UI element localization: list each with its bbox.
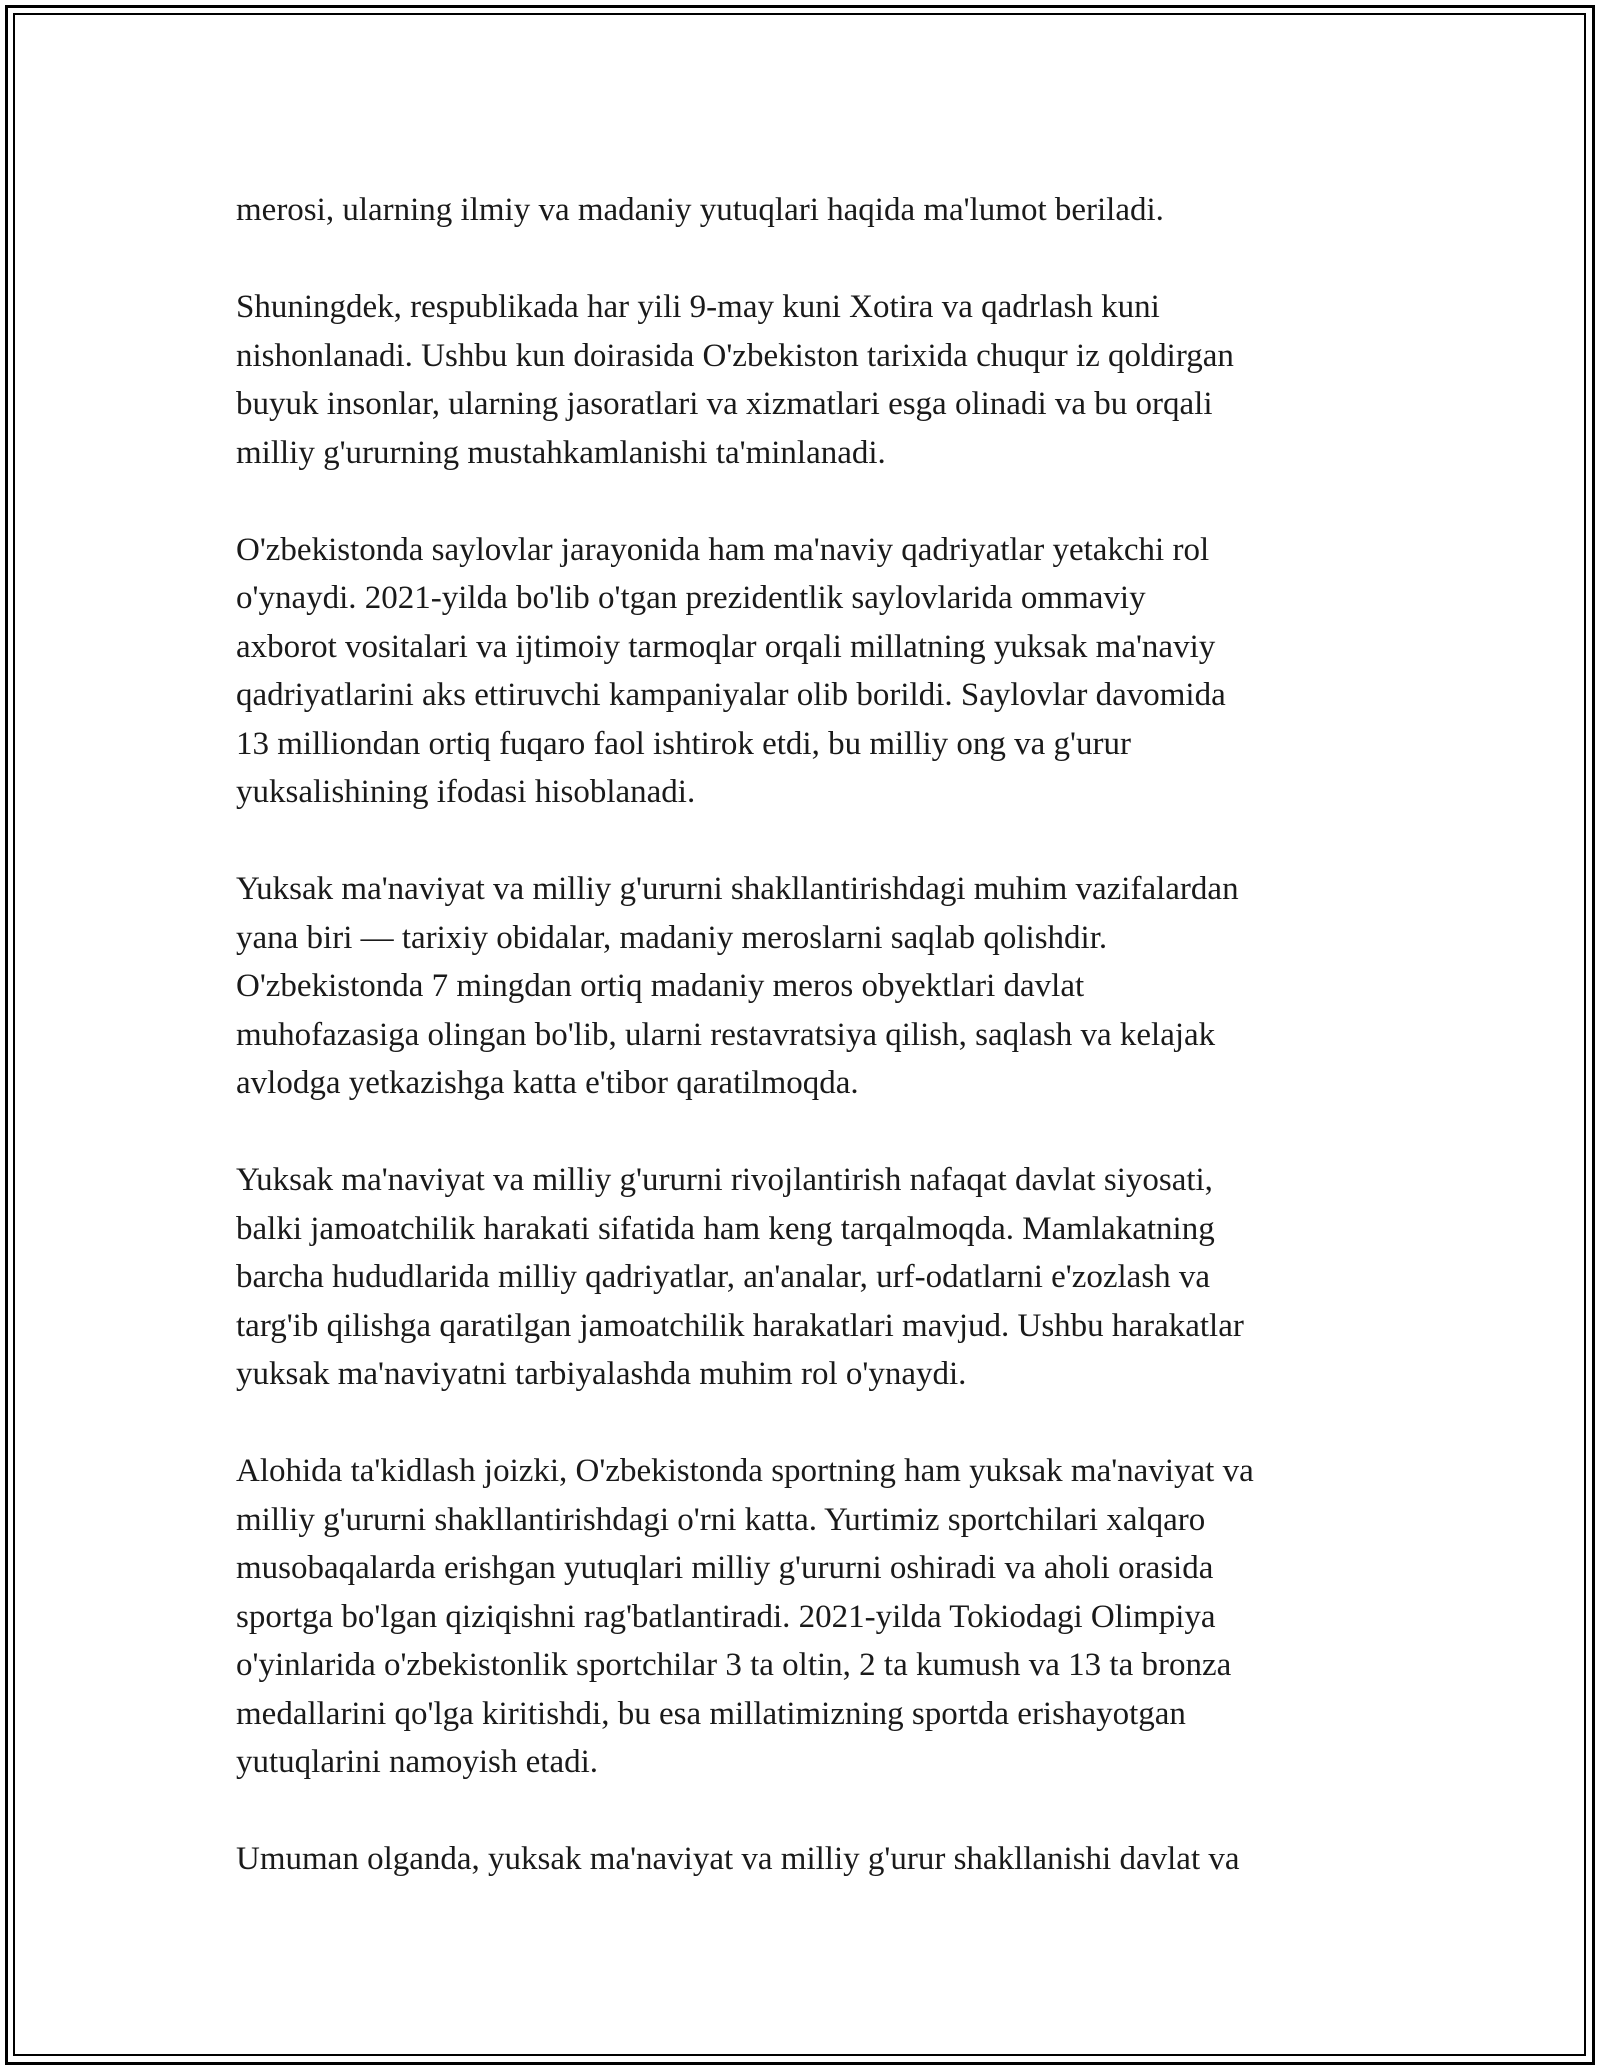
text-line: yutuqlarini namoyish etadi. (236, 1744, 599, 1780)
text-line: O'zbekistonda saylovlar jarayonida ham ma'naviy qadriyatlar yetakchi rol (236, 531, 1210, 568)
text-line: Alohida ta'kidlash joizki, O'zbekistonda sportning ham yuksak ma'naviyat va (236, 1453, 1254, 1489)
text-line: O'zbekistonda 7 mingdan ortiq madaniy meros obyektlari davlat (236, 968, 1085, 1004)
text-line: targ'ib qilishga qaratilgan jamoatchilik harakatlari mavjud. Ushbu harakatlar (236, 1307, 1244, 1344)
text-line: 13 milliondan ortiq fuqaro faol ishtirok etdi, bu milliy ong va g'urur (236, 725, 1131, 762)
text-line: muhofazasiga olingan bo'lib, ularni restavratsiya qilish, saqlash va kelajak (236, 1016, 1216, 1053)
text-line: Yuksak ma'naviyat va milliy g'ururni rivojlantirish nafaqat davlat siyosati, (236, 1162, 1213, 1198)
text-line: milliy g'ururning mustahkamlanishi ta'minlanadi. (236, 434, 886, 471)
text-line: o'ynaydi. 2021-yilda bo'lib o'tgan prezidentlik saylovlarida ommaviy (236, 580, 1146, 616)
text-line: yuksak ma'naviyatni tarbiyalashda muhim rol o'ynaydi. (236, 1356, 967, 1392)
paragraph (236, 1835, 1376, 1884)
text-line: o'yinlarida o'zbekistonlik sportchilar 3 ta oltin, 2 ta kumush va 13 ta bronza (236, 1647, 1232, 1683)
document-body (236, 186, 1376, 1932)
paragraph (236, 283, 1376, 477)
text-line: Yuksak ma'naviyat va milliy g'ururni shakllantirishdagi muhim vazifalardan (236, 871, 1239, 907)
paragraph (236, 865, 1376, 1108)
text-line: yuksalishining ifodasi hisoblanadi. (236, 774, 696, 810)
text-line: buyuk insonlar, ularning jasoratlari va xizmatlari esga olinadi va bu orqali (236, 386, 1213, 422)
text-line: nishonlanadi. Ushbu kun doirasida O'zbekiston tarixida chuqur iz qoldirgan (236, 337, 1234, 374)
text-line: barcha hududlarida milliy qadriyatlar, an'analar, urf-odatlarni e'zozlash va (236, 1259, 1211, 1295)
paragraph (236, 526, 1376, 817)
paragraph (236, 1156, 1376, 1399)
text-line: medallarini qo'lga kiritishdi, bu esa millatimizning sportda erishayotgan (236, 1695, 1186, 1732)
text-line: milliy g'ururni shakllantirishdagi o'rni katta. Yurtimiz sportchilari xalqaro (236, 1501, 1206, 1538)
text-line: yana biri — tarixiy obidalar, madaniy meroslarni saqlab qolishdir. (236, 919, 1108, 956)
text-line: musobaqalarda erishgan yutuqlari milliy g'ururni oshiradi va aholi orasida (236, 1550, 1214, 1586)
text-line: sportga bo'lgan qiziqishni rag'batlantiradi. 2021-yilda Tokiodagi Olimpiya (236, 1598, 1216, 1635)
paragraph (236, 1447, 1376, 1787)
text-line: Umuman olganda, yuksak ma'naviyat va milliy g'urur shakllanishi davlat va (236, 1841, 1240, 1877)
paragraph (236, 186, 1376, 235)
text-line: axborot vositalari va ijtimoiy tarmoqlar orqali millatning yuksak ma'naviy (236, 628, 1216, 665)
text-line: merosi, ularning ilmiy va madaniy yutuqlari haqida ma'lumot beriladi. (236, 192, 1164, 228)
text-line: qadriyatlarini aks ettiruvchi kampaniyalar olib borildi. Saylovlar davomida (236, 677, 1226, 713)
text-line: avlodga yetkazishga katta e'tibor qaratilmoqda. (236, 1065, 859, 1101)
text-line: Shuningdek, respublikada har yili 9-may kuni Xotira va qadrlash kuni (236, 289, 1160, 325)
text-line: balki jamoatchilik harakati sifatida ham keng tarqalmoqda. Mamlakatning (236, 1210, 1215, 1247)
